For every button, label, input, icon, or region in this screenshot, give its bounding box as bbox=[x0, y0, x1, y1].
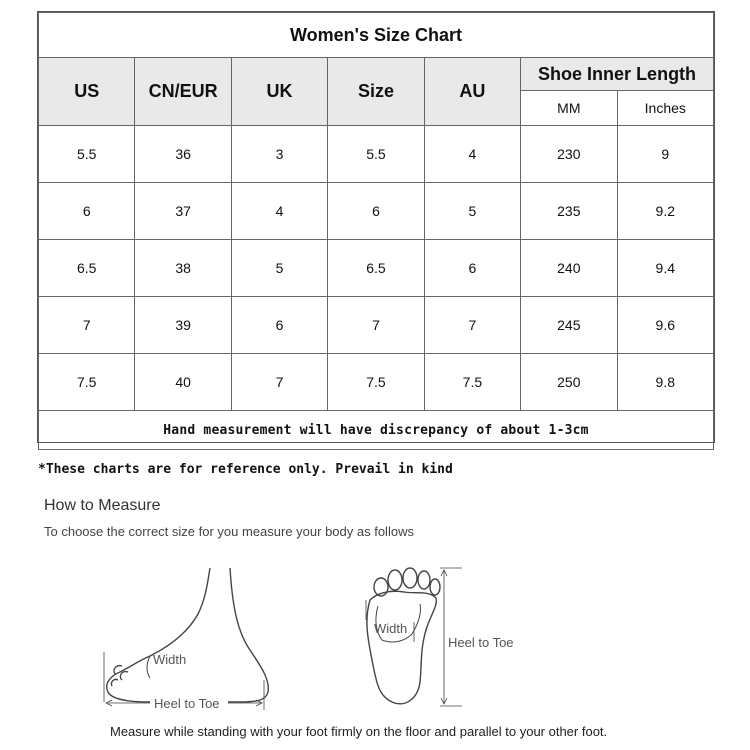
cell-uk: 6 bbox=[231, 297, 327, 354]
side-foot-illustration bbox=[104, 568, 268, 710]
table-row bbox=[39, 354, 714, 411]
cell-size: 6.5 bbox=[328, 240, 424, 297]
cell-us: 5.5 bbox=[39, 126, 135, 183]
reference-note: *These charts are for reference only. Prevail in kind bbox=[38, 462, 453, 477]
cell-size: 7 bbox=[328, 297, 424, 354]
cell-inches: 9.8 bbox=[617, 354, 713, 411]
cell-inches: 9 bbox=[617, 126, 713, 183]
cell-inches: 9.4 bbox=[617, 240, 713, 297]
cell-uk: 5 bbox=[231, 240, 327, 297]
header-cn-eur: CN/EUR bbox=[135, 58, 231, 126]
cell-uk: 7 bbox=[231, 354, 327, 411]
cell-au: 7 bbox=[424, 297, 520, 354]
cell-cn-eur: 39 bbox=[135, 297, 231, 354]
measurement-instruction: Measure while standing with your foot firmly on the floor and parallel to your other foot. bbox=[110, 724, 608, 739]
cell-uk: 4 bbox=[231, 183, 327, 240]
cell-mm: 245 bbox=[521, 297, 617, 354]
cell-mm: 235 bbox=[521, 183, 617, 240]
table-row bbox=[39, 297, 714, 354]
cell-size: 5.5 bbox=[328, 126, 424, 183]
cell-cn-eur: 38 bbox=[135, 240, 231, 297]
cell-us: 6 bbox=[39, 183, 135, 240]
sole-width-label: Width bbox=[374, 621, 408, 636]
cell-au: 6 bbox=[424, 240, 520, 297]
table-row bbox=[39, 240, 714, 297]
cell-au: 4 bbox=[424, 126, 520, 183]
cell-mm: 240 bbox=[521, 240, 617, 297]
cell-inches: 9.2 bbox=[617, 183, 713, 240]
cell-cn-eur: 37 bbox=[135, 183, 231, 240]
cell-size: 7.5 bbox=[328, 354, 424, 411]
header-au: AU bbox=[424, 58, 520, 126]
cell-inches: 9.6 bbox=[617, 297, 713, 354]
side-width-label: Width bbox=[153, 652, 187, 667]
chart-footer-note: Hand measurement will have discrepancy of about 1-3cm bbox=[39, 411, 714, 450]
cell-size: 6 bbox=[328, 183, 424, 240]
cell-us: 7.5 bbox=[39, 354, 135, 411]
table-row bbox=[39, 126, 714, 183]
cell-uk: 3 bbox=[231, 126, 327, 183]
how-to-measure-subtitle: To choose the correct size for you measure your body as follows bbox=[44, 524, 414, 539]
cell-au: 5 bbox=[424, 183, 520, 240]
header-shoe-inner-length: Shoe Inner Length bbox=[521, 58, 714, 91]
cell-cn-eur: 36 bbox=[135, 126, 231, 183]
header-mm: MM bbox=[521, 91, 617, 126]
cell-cn-eur: 40 bbox=[135, 354, 231, 411]
cell-us: 6.5 bbox=[39, 240, 135, 297]
header-us: US bbox=[39, 58, 135, 126]
measurement-figures bbox=[0, 560, 750, 720]
cell-mm: 230 bbox=[521, 126, 617, 183]
header-size: Size bbox=[328, 58, 424, 126]
cell-us: 7 bbox=[39, 297, 135, 354]
chart-title: Women's Size Chart bbox=[39, 13, 714, 58]
cell-au: 7.5 bbox=[424, 354, 520, 411]
header-inches: Inches bbox=[617, 91, 713, 126]
how-to-measure-title: How to Measure bbox=[44, 497, 161, 514]
sole-heel-to-toe-label: Heel to Toe bbox=[448, 635, 514, 650]
side-heel-to-toe-label: Heel to Toe bbox=[154, 696, 220, 711]
cell-mm: 250 bbox=[521, 354, 617, 411]
table-row bbox=[39, 183, 714, 240]
size-chart-table bbox=[37, 11, 715, 443]
header-uk: UK bbox=[231, 58, 327, 126]
